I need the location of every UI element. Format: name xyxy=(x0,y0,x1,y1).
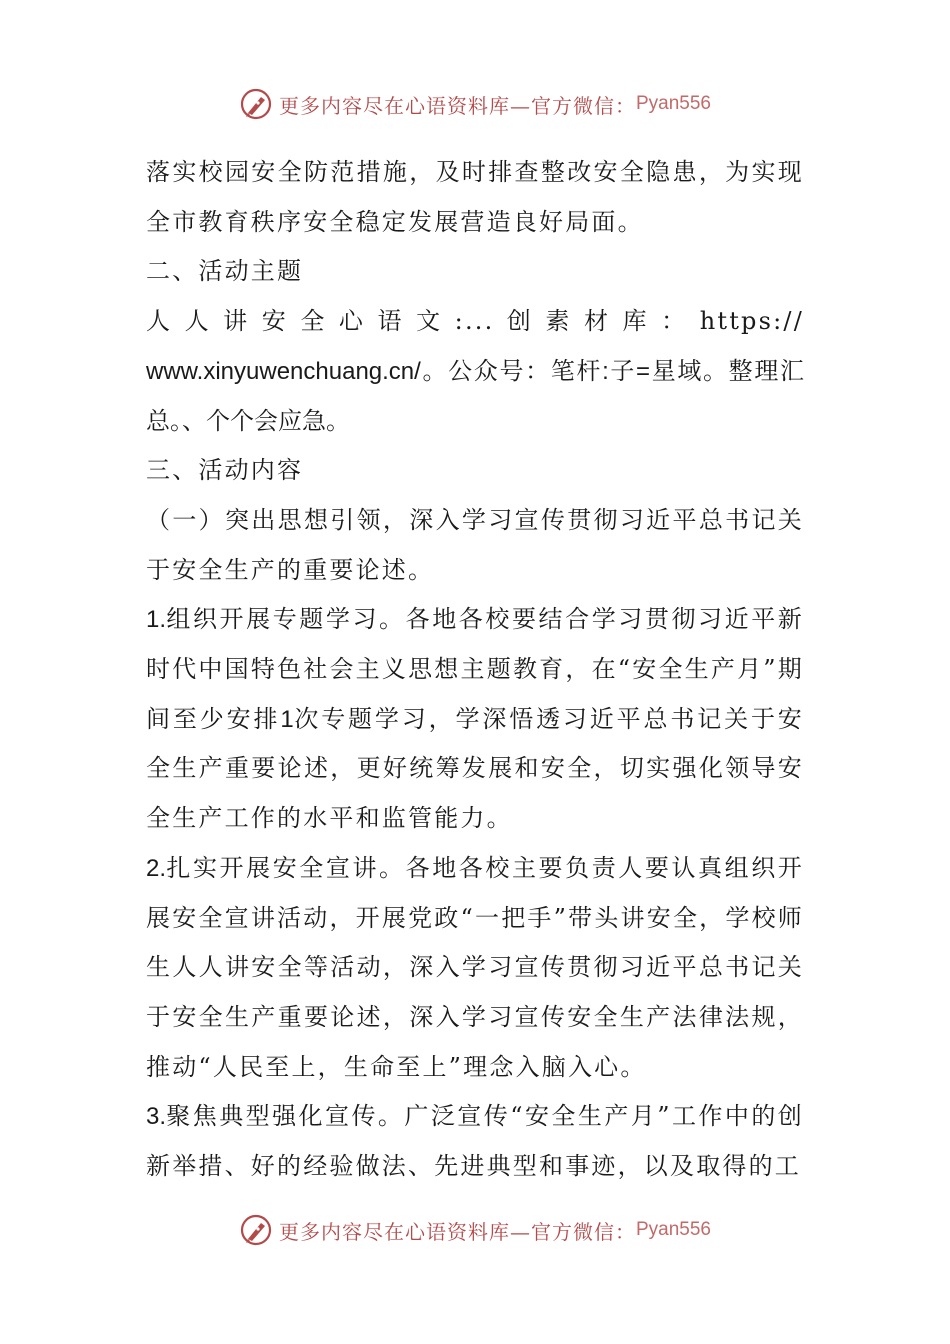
list-item-number: 1. xyxy=(146,606,167,634)
header-watermark-banner xyxy=(0,84,950,124)
paragraph-theme-rest xyxy=(146,347,804,446)
section-heading-content: 三、活动内容 xyxy=(146,456,304,485)
document-body xyxy=(146,148,804,1192)
section-heading-theme: 二、活动主题 xyxy=(146,257,304,286)
list-item-text: 扎实开展安全宣讲。各地各校主要负责人要认真组织开展安全宣讲活动，开展党政“一把手”带头讲安全，学校师生人人讲安全等活动，深入学习宣传贯彻习近平总书记关于安全生产重要论述，深入学习宣传安全生产法律法规，推动“人民至上，生命至上”理念入脑入心。 xyxy=(146,853,804,1081)
list-item-number: 3. xyxy=(146,1103,167,1131)
list-item-3 xyxy=(146,1092,804,1191)
paragraph-theme-line xyxy=(146,297,804,347)
theme-rest-text: www.xinyuwenchuang.cn/。公众号：笔杆:子=星域。整理汇总。、个个会应急。 xyxy=(146,357,804,435)
list-item-text: 聚焦典型强化宣传。广泛宣传“安全生产月”工作中的创新举措、好的经验做法、先进典型和事迹，以及取得的工 xyxy=(146,1102,804,1181)
list-item-text-continued: 次专题学习，学深悟透习近平总书记关于安全生产重要论述，更好统筹发展和安全，切实强化领导安全生产工作的水平和监管能力。 xyxy=(146,704,805,833)
list-item-2 xyxy=(146,844,804,1093)
pen-nib-circle-icon xyxy=(239,87,273,121)
watermark-site-text: 更多内容尽在心语资料库—官方微信： xyxy=(278,93,636,118)
footer-watermark-banner xyxy=(0,1210,950,1250)
list-item-number: 2. xyxy=(146,854,167,882)
theme-line-text: 人人讲安全心语文:...创素材库：https:// xyxy=(146,307,804,336)
watermark-site-text: 更多内容尽在心语资料库—官方微信： xyxy=(278,1219,636,1244)
list-item-text: 组织开展专题学习。各地各校要结合学习贯彻习近平新时代中国特色社会主义思想主题教育，在“安全生产月”期间至少安排 xyxy=(146,605,804,733)
watermark-wechat-id: Pyan556 xyxy=(635,1219,711,1240)
pen-nib-circle-icon xyxy=(239,1213,273,1247)
paragraph: 落实校园安全防范措施，及时排查整改安全隐患，为实现全市教育秩序安全稳定发展营造良好局面。 xyxy=(146,158,804,236)
watermark-wechat-id: Pyan556 xyxy=(635,93,711,114)
subsection-heading: （一）突出思想引领，深入学习宣传贯彻习近平总书记关于安全生产的重要论述。 xyxy=(146,505,804,584)
list-item-1 xyxy=(146,595,804,844)
session-count: 1 xyxy=(280,705,294,733)
